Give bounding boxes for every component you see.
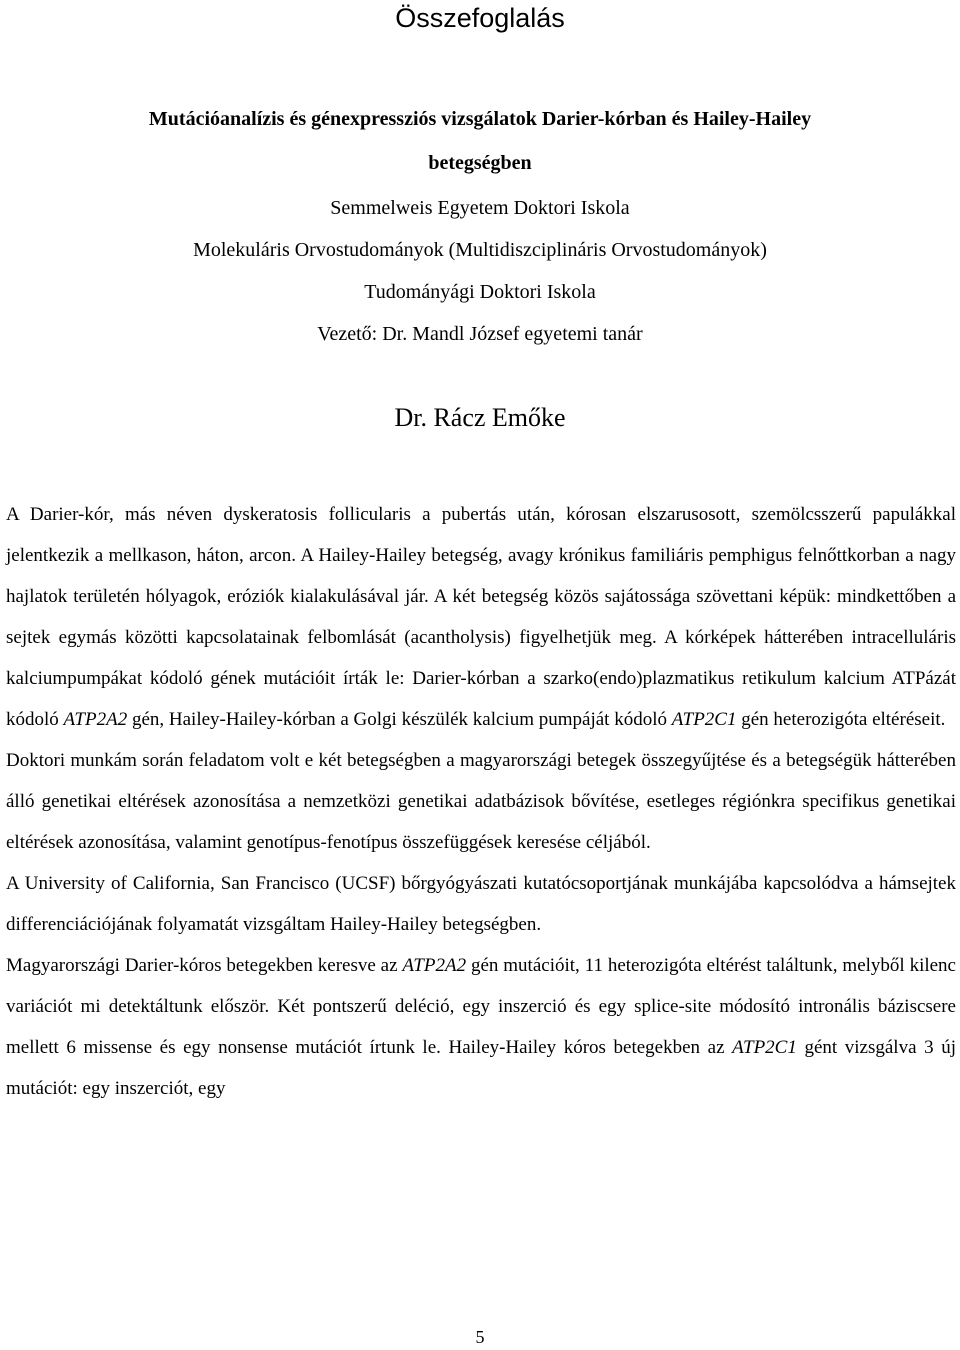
paragraph-background — [6, 494, 956, 740]
school-line-3: Tudományági Doktori Iskola — [364, 281, 596, 303]
gene-name: ATP2A2 — [63, 709, 128, 730]
page-number: 5 — [475, 1327, 485, 1347]
paragraph-results — [6, 945, 956, 1109]
section-heading: Összefoglalás — [395, 3, 565, 33]
text-segment: A Darier-kór, más néven dyskeratosis follicularis a pubertás után, kórosan elszarusosott, szemölcsszerű papulákkal jelentkezik a mellkason, háton, arcon. A Hailey-Hailey betegség, avagy krónikus familiáris pemphigus felnőttkorban a nagy hajlatok területén hólyagok, eróziók kialakulásával jár. A két betegség közös sajátossága szövettani képük: mindkettőben a sejtek egymás közötti kapcsolatainak felbomlását (acantholysis) figyelhetjük meg. A kórképek hátterében intracelluláris kalciumpumpákat kódoló gének mutációit írták le: Darier-kórban a szarko(endo)plazmatikus retikulum kalcium ATPázát kódoló — [6, 504, 956, 730]
school-line-2: Molekuláris Orvostudományok (Multidiszciplináris Orvostudományok) — [193, 239, 767, 261]
paragraph-collaboration: A University of California, San Francisco (UCSF) bőrgyógyászati kutatócsoportjának munkájába kapcsolódva a hámsejtek differenciációjának folyamatát vizsgáltam Hailey-Hailey betegségben. — [6, 873, 956, 935]
gene-name: ATP2C1 — [671, 709, 737, 730]
text-segment: Magyarországi Darier-kóros betegekben keresve az — [6, 955, 403, 976]
text-segment: gén, Hailey-Hailey-kórban a Golgi készülék kalcium pumpáját kódoló — [127, 709, 672, 730]
abstract-body — [6, 494, 956, 1109]
thesis-title-line-1: Mutációanalízis és génexpressziós vizsgálatok Darier-kórban és Hailey-Hailey — [148, 108, 812, 130]
gene-name: ATP2C1 — [732, 1037, 797, 1058]
program-leader: Vezető: Dr. Mandl József egyetemi tanár — [317, 323, 643, 345]
text-segment: gén mutációit, 11 heterozigóta eltérést találtunk, melyből kilenc variációt mi detektáltunk először. Két pontszerű deléció, egy inszerció és egy splice-site módosító intronális báziscsere mellett 6 missense és egy nonsense mutációt írtunk le. Hailey-Hailey kóros betegekben az — [6, 955, 956, 1058]
school-line-1: Semmelweis Egyetem Doktori Iskola — [330, 197, 630, 219]
gene-name: ATP2A2 — [402, 955, 467, 976]
thesis-title-line-2: betegségben — [428, 152, 532, 174]
text-segment: gént vizsgálva 3 új mutációt: egy inszerciót, egy — [6, 1037, 956, 1099]
author-name: Dr. Rácz Emőke — [394, 403, 566, 432]
paragraph-aims: Doktori munkám során feladatom volt e két betegségben a magyarországi betegek összegyűjtése és a betegségük hátterében álló genetikai eltérések azonosítása a nemzetközi genetikai adatbázisok bővítése, esetleges régiónkra specifikus genetikai eltérések azonosítása, valamint genotípus-fenotípus összefüggések keresése céljából. — [6, 750, 956, 853]
text-segment: gén heterozigóta eltéréseit. — [736, 709, 946, 730]
